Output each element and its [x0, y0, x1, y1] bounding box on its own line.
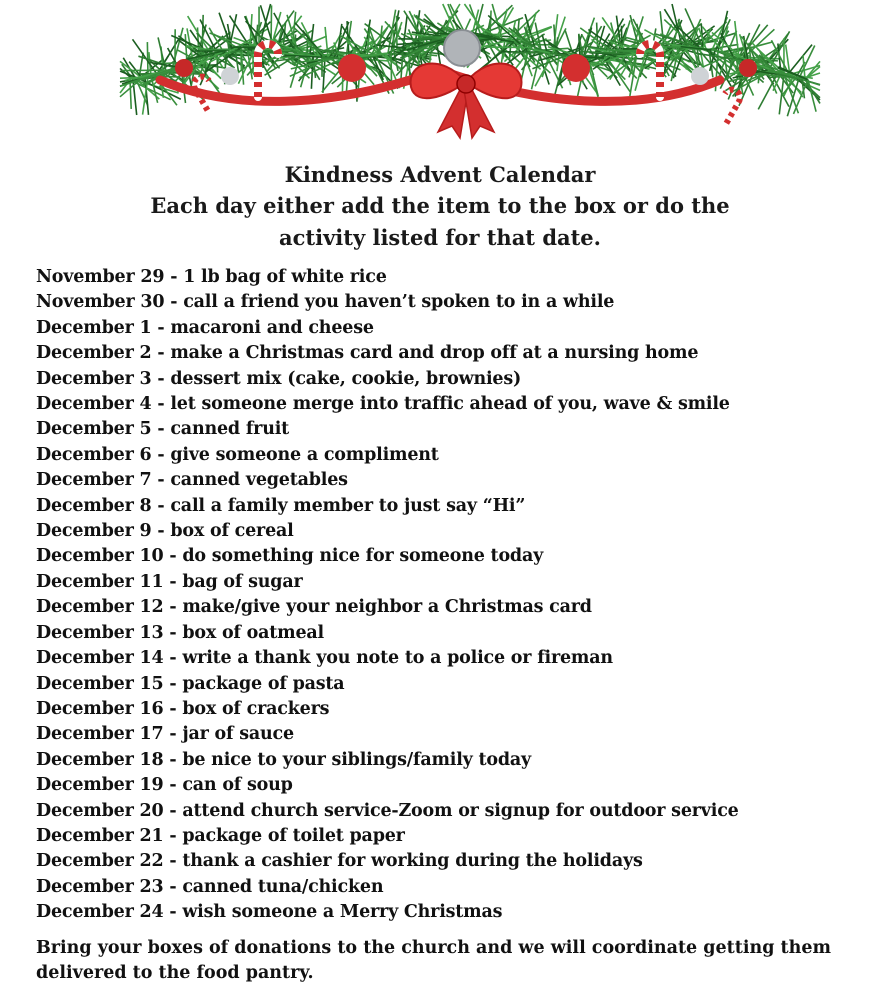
- list-item: [36, 646, 866, 671]
- entry-separator: -: [151, 394, 171, 415]
- entry-activity: make a Christmas card and drop off at a nursing home: [170, 343, 699, 364]
- entry-date: December 4: [36, 394, 152, 415]
- entry-date: December 14: [36, 648, 164, 669]
- entry-date: December 5: [36, 419, 152, 440]
- advent-list: [36, 265, 866, 926]
- list-item: [36, 748, 866, 773]
- entry-activity: do something nice for someone today: [182, 546, 544, 567]
- entry-activity: bag of sugar: [182, 571, 303, 592]
- entry-separator: -: [163, 902, 183, 923]
- ornament-icon: [562, 54, 590, 82]
- list-item: [36, 290, 866, 315]
- list-item: [36, 824, 866, 849]
- entry-activity: canned tuna/chicken: [182, 876, 384, 897]
- footer-note: Bring your boxes of donations to the church and we will coordinate getting them delivered to the food pantry.: [36, 938, 831, 983]
- ornament-icon: [444, 30, 480, 66]
- entry-activity: call a family member to just say “Hi”: [170, 495, 526, 516]
- entry-date: December 10: [36, 546, 164, 567]
- entry-date: December 9: [36, 521, 152, 542]
- list-item: [36, 799, 866, 824]
- entry-date: December 7: [36, 470, 152, 491]
- ornament-icon: [691, 67, 709, 85]
- entry-date: December 24: [36, 902, 164, 923]
- entry-date: December 19: [36, 775, 164, 796]
- list-item: [36, 417, 866, 442]
- entry-activity: be nice to your siblings/family today: [182, 749, 532, 770]
- entry-separator: -: [163, 571, 183, 592]
- entry-date: December 11: [36, 571, 164, 592]
- entry-date: December 21: [36, 825, 164, 846]
- entry-separator: -: [151, 444, 171, 465]
- entry-date: December 18: [36, 749, 164, 770]
- entry-separator: -: [163, 546, 183, 567]
- garland-decoration: [0, 0, 880, 150]
- list-item: [36, 341, 866, 366]
- entry-activity: jar of sauce: [182, 724, 294, 745]
- entry-separator: -: [163, 597, 183, 618]
- entry-date: December 12: [36, 597, 164, 618]
- entry-separator: -: [151, 317, 171, 338]
- list-item: [36, 265, 866, 290]
- list-item: [36, 570, 866, 595]
- list-item: [36, 722, 866, 747]
- entry-separator: -: [163, 800, 183, 821]
- entry-activity: can of soup: [182, 775, 293, 796]
- entry-activity: macaroni and cheese: [170, 317, 374, 338]
- entry-separator: -: [151, 419, 171, 440]
- entry-activity: attend church service-Zoom or signup for outdoor service: [182, 800, 739, 821]
- entry-activity: wish someone a Merry Christmas: [182, 902, 503, 923]
- header: [0, 160, 880, 254]
- entry-date: December 2: [36, 343, 152, 364]
- entry-activity: box of oatmeal: [182, 622, 324, 643]
- entry-separator: -: [163, 648, 183, 669]
- entry-date: December 22: [36, 851, 164, 872]
- entry-activity: give someone a compliment: [170, 444, 439, 465]
- entry-separator: -: [163, 825, 183, 846]
- entry-separator: -: [164, 292, 184, 313]
- entry-separator: -: [163, 749, 183, 770]
- entry-separator: -: [151, 368, 171, 389]
- candy-cane-icon: [713, 87, 743, 124]
- entry-activity: call a friend you haven’t spoken to in a while: [183, 292, 615, 313]
- entry-separator: -: [151, 470, 171, 491]
- entry-activity: let someone merge into traffic ahead of you, wave & smile: [170, 394, 730, 415]
- entry-date: December 17: [36, 724, 164, 745]
- entry-date: November 30: [36, 292, 165, 313]
- entry-separator: -: [163, 775, 183, 796]
- list-item: [36, 875, 866, 900]
- entry-date: December 1: [36, 317, 152, 338]
- page-subtitle: Each day either add the item to the box or do the activity listed for that date.: [150, 193, 730, 250]
- entry-separator: -: [163, 876, 183, 897]
- list-item: [36, 595, 866, 620]
- entry-date: December 20: [36, 800, 164, 821]
- list-item: [36, 621, 866, 646]
- entry-activity: canned fruit: [170, 419, 290, 440]
- entry-separator: -: [164, 267, 184, 287]
- list-item: [36, 494, 866, 519]
- list-item: [36, 697, 866, 722]
- entry-activity: canned vegetables: [170, 470, 348, 491]
- entry-date: December 6: [36, 444, 152, 465]
- entry-separator: -: [151, 521, 171, 542]
- entry-date: December 13: [36, 622, 164, 643]
- list-item: [36, 900, 866, 925]
- list-item: [36, 468, 866, 493]
- list-item: [36, 367, 866, 392]
- entry-date: December 16: [36, 698, 164, 719]
- entry-separator: -: [163, 673, 183, 694]
- entry-activity: box of cereal: [170, 521, 294, 542]
- entry-separator: -: [163, 724, 183, 745]
- ribbon-bow-icon: [411, 63, 522, 138]
- ornament-icon: [221, 67, 239, 85]
- entry-separator: -: [163, 698, 183, 719]
- entry-activity: 1 lb bag of white rice: [183, 267, 387, 287]
- ornament-icon: [338, 54, 366, 82]
- list-item: [36, 672, 866, 697]
- entry-separator: -: [151, 495, 171, 516]
- entry-date: November 29: [36, 267, 165, 287]
- entry-date: December 3: [36, 368, 152, 389]
- list-item: [36, 316, 866, 341]
- list-item: [36, 443, 866, 468]
- entry-activity: thank a cashier for working during the holidays: [182, 851, 643, 872]
- entry-activity: write a thank you note to a police or fireman: [182, 648, 613, 669]
- ornament-icon: [175, 59, 193, 77]
- entry-activity: make/give your neighbor a Christmas card: [182, 597, 592, 618]
- entry-date: December 15: [36, 673, 164, 694]
- entry-activity: dessert mix (cake, cookie, brownies): [170, 368, 522, 389]
- entry-date: December 23: [36, 876, 164, 897]
- list-item: [36, 773, 866, 798]
- list-item: [36, 519, 866, 544]
- page-title: Kindness Advent Calendar: [284, 162, 596, 187]
- list-item: [36, 544, 866, 569]
- entry-date: December 8: [36, 495, 152, 516]
- entry-activity: package of pasta: [182, 673, 345, 694]
- entry-activity: box of crackers: [182, 698, 330, 719]
- entry-separator: -: [151, 343, 171, 364]
- list-item: [36, 849, 866, 874]
- list-item: [36, 392, 866, 417]
- entry-separator: -: [163, 851, 183, 872]
- ornament-icon: [739, 59, 757, 77]
- entry-separator: -: [163, 622, 183, 643]
- entry-activity: package of toilet paper: [182, 825, 405, 846]
